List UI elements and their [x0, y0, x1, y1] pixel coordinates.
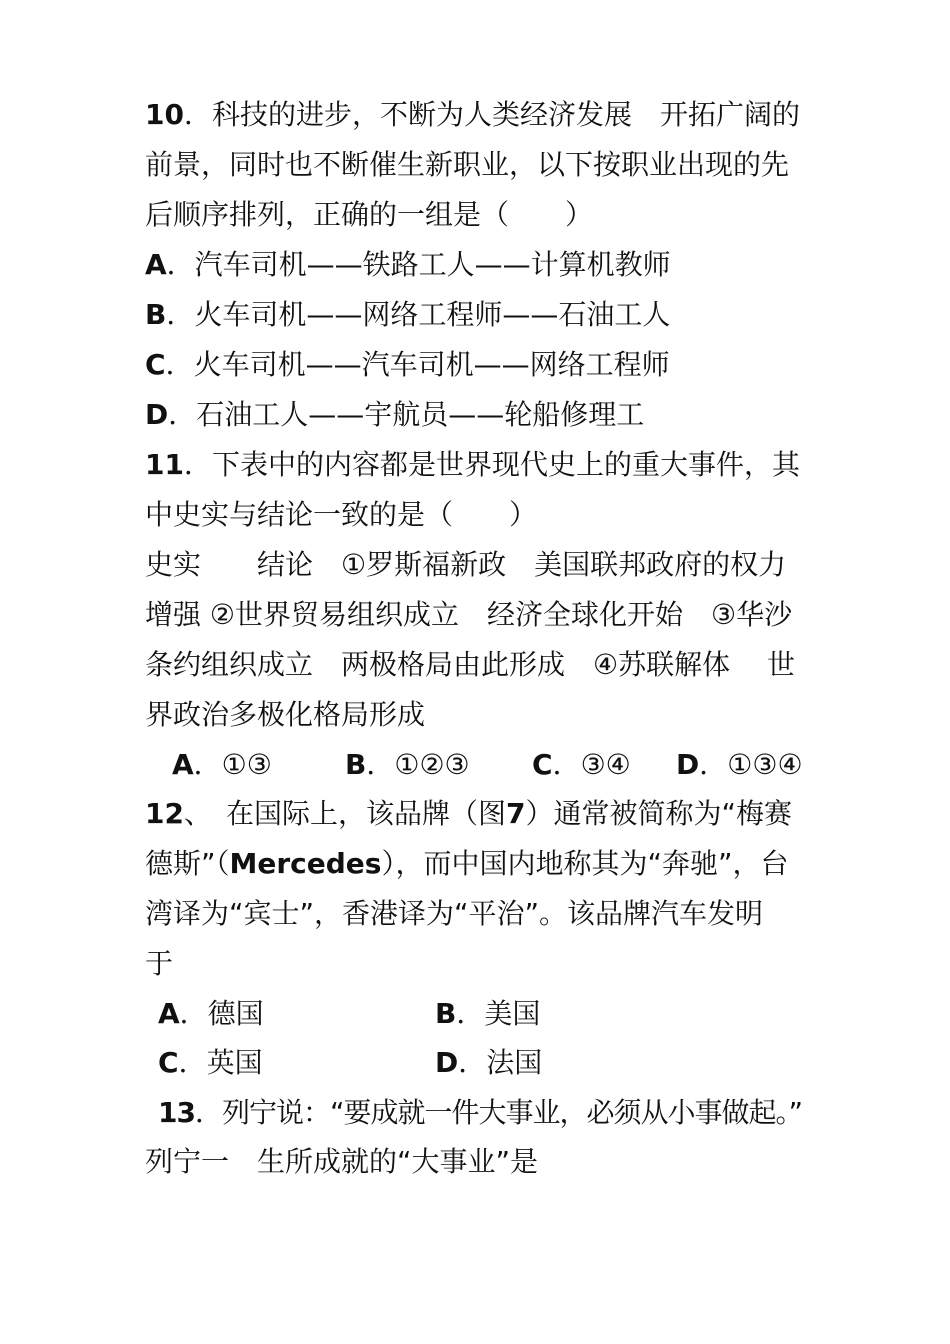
q12-brand-name: Mercedes — [229, 847, 382, 880]
q10-option-c-text: ．火车司机——汽车司机——网络工程师 — [165, 348, 670, 381]
q11-option-c — [532, 740, 631, 790]
q11-option-a-letter: A — [172, 748, 194, 781]
q12-line-2 — [145, 839, 788, 889]
q12-stem-text-2b: ），而中国内地称其为“奔驰”，台 — [381, 847, 789, 880]
q12-option-d-text: ．法国 — [458, 1046, 543, 1079]
q11-option-b-letter: B — [345, 748, 367, 781]
q10-option-b-letter: B — [145, 298, 167, 331]
q12-line-4: 于 — [145, 947, 174, 980]
q11-option-a-text: ．①③ — [193, 748, 272, 781]
q11-number: 11 — [145, 448, 184, 481]
q10-number: 10 — [145, 98, 184, 131]
q11-option-c-letter: C — [532, 748, 553, 781]
q10-line-1 — [145, 90, 800, 140]
q11-line-4: 增强 ②世界贸易组织成立 经济全球化开始 ③华沙 — [145, 598, 793, 631]
q11-option-b-text: ．①②③ — [366, 748, 470, 781]
q12-option-a-letter: A — [158, 997, 180, 1030]
q13-stem-text-1: ．列宁说：“要成就一件大事业，必须从小事做起。” — [194, 1096, 802, 1129]
q10-option-a-letter: A — [145, 248, 167, 281]
q10-option-d — [145, 390, 644, 440]
q10-option-d-text: ．石油工人——宇航员——轮船修理工 — [168, 398, 645, 431]
q11-option-a — [172, 740, 272, 790]
q11-line-2: 中史实与结论一致的是（ ） — [145, 498, 538, 531]
q10-option-c — [145, 340, 670, 390]
q11-option-d-text: ．①③④ — [699, 748, 803, 781]
q12-stem-text-1a: 、 在国际上，该品牌（图 — [183, 797, 506, 830]
q10-option-d-letter: D — [145, 398, 169, 431]
q11-option-c-text: ．③④ — [552, 748, 631, 781]
q12-option-c-text: ．英国 — [178, 1046, 263, 1079]
q11-line-1 — [145, 440, 800, 490]
q12-number: 12 — [145, 797, 184, 830]
q13-line-2: 列宁一 生所成就的“大事业”是 — [145, 1145, 539, 1178]
q11-line-5: 条约组织成立 两极格局由此形成 ④苏联解体 世 — [145, 648, 796, 681]
q12-line-3: 湾译为“宾士”，香港译为“平治”。该品牌汽车发明 — [145, 897, 764, 930]
q10-option-a-text: ．汽车司机——铁路工人——计算机教师 — [166, 248, 671, 281]
q13-number: 13 — [158, 1096, 195, 1129]
q12-option-b-letter: B — [435, 997, 457, 1030]
q11-line-6: 界政治多极化格局形成 — [145, 698, 426, 731]
q12-option-b — [435, 989, 540, 1039]
q11-stem-text-1: ．下表中的内容都是世界现代史上的重大事件，其 — [183, 448, 800, 481]
q12-stem-text-1b: ）通常被简称为“梅赛 — [525, 797, 792, 830]
q10-line-3: 后顺序排列，正确的一组是（ ） — [145, 198, 594, 231]
q10-option-c-letter: C — [145, 348, 166, 381]
q12-figure-number: 7 — [505, 797, 526, 830]
q12-stem-text-2a: 德斯”（ — [145, 847, 230, 880]
q10-line-2: 前景，同时也不断催生新职业，以下按职业出现的先 — [145, 148, 790, 181]
q12-line-1 — [145, 789, 792, 839]
q10-option-b — [145, 290, 670, 340]
q10-stem-text-1: ．科技的进步，不断为人类经济发展 开拓广阔的 — [183, 98, 800, 131]
q10-option-b-text: ．火车司机——网络工程师——石油工人 — [166, 298, 671, 331]
q12-option-a — [158, 989, 264, 1039]
q11-option-d — [676, 740, 803, 790]
q12-option-d — [435, 1038, 542, 1088]
q11-option-d-letter: D — [676, 748, 700, 781]
q12-option-d-letter: D — [435, 1046, 459, 1079]
q12-option-a-text: ．德国 — [179, 997, 264, 1030]
q12-option-c-letter: C — [158, 1046, 179, 1079]
q11-option-b — [345, 740, 470, 790]
q12-option-b-text: ．美国 — [456, 997, 541, 1030]
q13-line-1 — [158, 1088, 802, 1138]
q11-line-3: 史实 结论 ①罗斯福新政 美国联邦政府的权力 — [145, 548, 787, 581]
q10-option-a — [145, 240, 671, 290]
q12-option-c — [158, 1038, 263, 1088]
